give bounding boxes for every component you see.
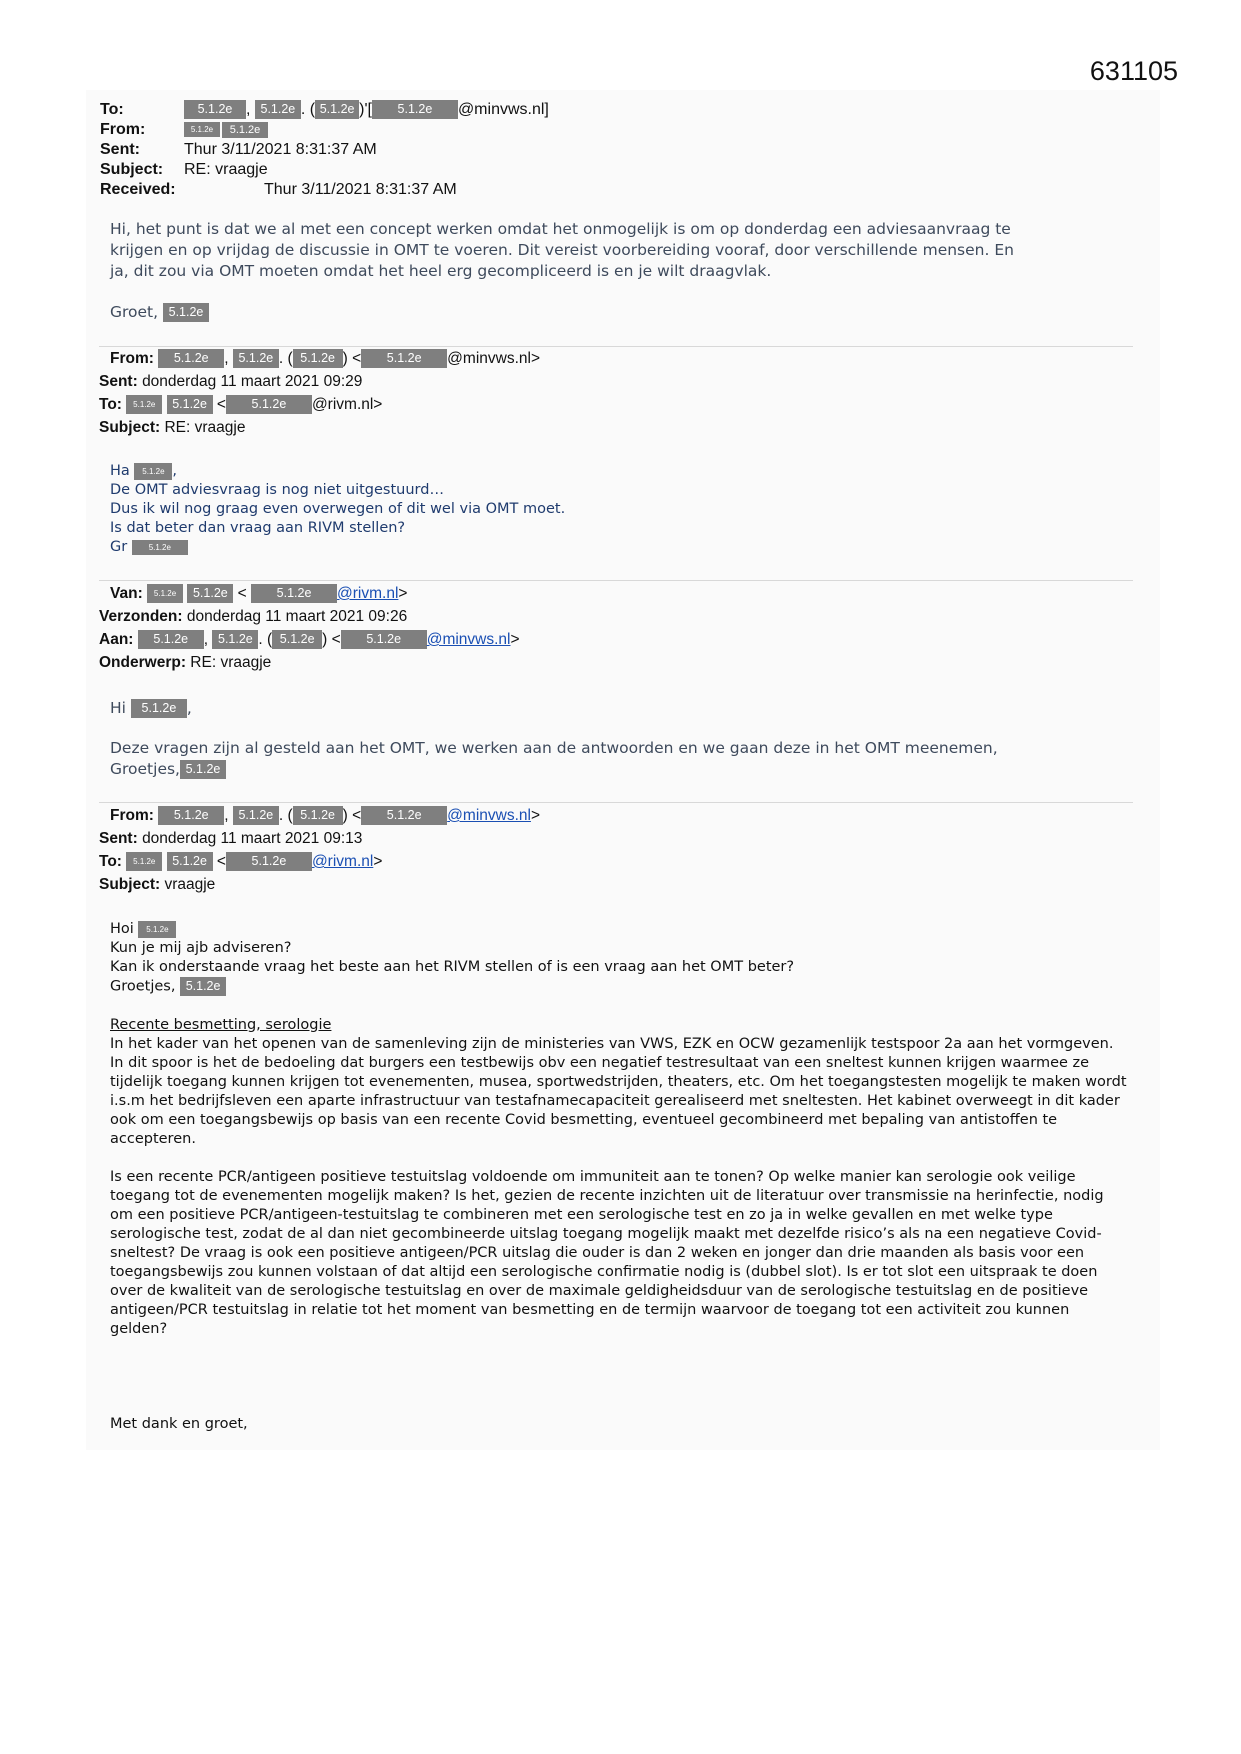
redaction: 5.1.2e — [134, 463, 172, 480]
msg3-signoff-row — [110, 759, 998, 780]
msg3-to-email-link[interactable]: @minvws.nl — [426, 631, 511, 648]
msg4-body — [110, 920, 1130, 1434]
msg2-sent-row — [99, 370, 540, 393]
redaction: 5.1.2e — [184, 122, 220, 137]
closing: Met dank en groet, — [110, 1415, 248, 1432]
redaction: 5.1.2e — [138, 921, 176, 938]
msg2-to-row: To: 5.1.2e 5.1.2e < 5.1.2e @rivm.nl> — [99, 396, 383, 413]
msg3-sent-label: Verzonden: — [99, 608, 183, 625]
msg3-greeting-row: Hi 5.1.2e , — [110, 699, 192, 717]
redaction: 5.1.2e — [167, 852, 213, 871]
redaction: 5.1.2e — [226, 395, 312, 414]
msg2-body — [110, 462, 565, 557]
received-label: Received: — [100, 181, 176, 198]
msg3-from-row: Van: 5.1.2e 5.1.2e < 5.1.2e @rivm.nl> — [110, 585, 408, 602]
msg4-to-email-link[interactable]: @rivm.nl — [311, 853, 374, 870]
msg2-header — [99, 347, 540, 439]
redaction: 5.1.2e — [233, 349, 279, 368]
msg1-body — [110, 219, 1014, 323]
to-label: To: — [100, 101, 124, 118]
msg2-from-label: From: — [110, 350, 154, 367]
msg4-signoff-row — [110, 977, 1130, 997]
received-row — [100, 180, 549, 200]
paragraph-2: Is een recente PCR/antigeen positieve testuitslag voldoende om immuniteit aan te tonen? Op welke manier kan serologie ook veilige toegang tot de evenementen mogelijk maken? Is het, gezien de recente inzichten uit de literatuur over transmissie na herinfectie, nodig om een positieve PCR/antigeen-testuitslag te combineren met een serologische test en zo ja in welke gevallen en met welke type serologische test, zodat de al dan niet gecombineerde uitslag toegang mogelijk maakt met dezelfde risico’s als na een negatieve Covid-sneltest? De vraag is ook een positieve antigeen/PCR uitslag die ouder is dan 2 weken en jonger dan drie maanden als basis voor een toegangsbewijs zou kunnen volstaan of dat altijd een serologische confirmatie nodig is (dubbel slot). Is er tot slot een uitspraak te doen over de kwaliteit van de serologische testuitslag en over de maximale geldigheidsduur van de serologische testuitslag en de positieve antigeen/PCR testuitslag in relatie tot het moment van besmetting en de termijn waarvoor de toegang tot een activiteit zou kunnen gelden? — [110, 1168, 1104, 1337]
msg3-to-label: Aan: — [99, 631, 134, 648]
redaction: 5.1.2e — [184, 100, 246, 119]
redaction: 5.1.2e — [158, 806, 224, 825]
to-domain: @minvws.nl] — [457, 101, 549, 118]
msg3-to-row: Aan: 5.1.2e , 5.1.2e . ( 5.1.2e ) < 5.1.2e @minvws.nl> — [99, 631, 520, 648]
redaction: 5.1.2e — [212, 630, 258, 649]
sent-label: Sent: — [100, 141, 140, 158]
msg4-subject-label: Subject: — [99, 876, 161, 893]
redaction: 5.1.2e — [361, 806, 447, 825]
msg1-greeting: Groet, — [110, 303, 159, 321]
separator — [99, 802, 1133, 803]
msg3-signoff: Groetjes, — [110, 760, 180, 778]
msg2-to-domain: @rivm.nl> — [311, 396, 383, 413]
msg4-greeting-row — [110, 920, 1130, 939]
msg4-sent-label: Sent: — [99, 830, 138, 847]
redaction: 5.1.2e — [233, 806, 279, 825]
msg3-body — [110, 698, 998, 780]
redaction: 5.1.2e — [138, 630, 204, 649]
msg4-header — [99, 804, 540, 896]
page-number: 631105 — [1089, 56, 1178, 86]
redaction: 5.1.2e — [341, 630, 427, 649]
msg1-line: krijgen en op vrijdag de discussie in OMT te voeren. Dit vereist voorbereiding vooraf, door verschillende mensen. En — [110, 241, 1014, 259]
msg1-greeting-row — [110, 302, 1014, 323]
msg4-from-label: From: — [110, 807, 154, 824]
section-title: Recente besmetting, serologie — [110, 1016, 332, 1033]
sent-value: Thur 3/11/2021 8:31:37 AM — [184, 141, 377, 158]
msg2-signoff: Gr — [110, 539, 128, 555]
msg2-sent-value: donderdag 11 maart 2021 09:29 — [142, 373, 363, 390]
redaction: 5.1.2e — [158, 349, 224, 368]
redaction: 5.1.2e — [126, 852, 162, 871]
msg3-subject-label: Onderwerp: — [99, 654, 186, 671]
redaction: 5.1.2e — [293, 349, 343, 368]
msg3-subject-row — [99, 651, 520, 674]
top-email-header — [100, 100, 549, 200]
redaction: 5.1.2e — [315, 100, 359, 119]
redaction: 5.1.2e — [372, 100, 458, 119]
redaction: 5.1.2e — [272, 630, 322, 649]
msg3-subject-value: RE: vraagje — [190, 654, 272, 671]
msg4-signoff: Groetjes, — [110, 978, 176, 995]
msg4-from-row: From: 5.1.2e , 5.1.2e . ( 5.1.2e ) < 5.1.2e @minvws.nl> — [110, 807, 541, 824]
msg3-from-email-link[interactable]: @rivm.nl — [337, 585, 399, 602]
msg4-greeting: Hoi — [110, 921, 134, 937]
msg2-from-row: From: 5.1.2e , 5.1.2e . ( 5.1.2e ) < 5.1.2e @minvws.nl> — [110, 350, 540, 367]
subject-value: RE: vraagje — [184, 161, 268, 178]
msg4-subject-value: vraagje — [164, 876, 216, 893]
msg2-signoff-row — [110, 538, 565, 557]
msg4-subject-row — [99, 873, 540, 896]
redaction: 5.1.2e — [187, 584, 233, 603]
received-value: Thur 3/11/2021 8:31:37 AM — [264, 181, 457, 198]
sent-row — [100, 140, 549, 160]
redaction: 5.1.2e — [226, 852, 312, 871]
subject-label: Subject: — [100, 161, 164, 178]
msg4-to-row: To: 5.1.2e 5.1.2e < 5.1.2e @rivm.nl> — [99, 853, 383, 870]
separator — [99, 580, 1133, 581]
redaction: 5.1.2e — [361, 349, 447, 368]
subject-row — [100, 160, 549, 180]
msg4-line: Kan ik onderstaande vraag het beste aan het RIVM stellen of is een vraag aan het OMT beter? — [110, 959, 795, 975]
from-label: From: — [100, 121, 146, 138]
redaction: 5.1.2e — [126, 395, 162, 414]
msg2-greeting: Ha — [110, 463, 130, 479]
to-row: To: 5.1.2e , 5.1.2e . ( 5.1.2e )'[ 5.1.2e @minvws.nl] — [100, 101, 549, 118]
msg1-line: ja, dit zou via OMT moeten omdat het heel erg gecompliceerd is en je wilt draagvlak. — [110, 262, 772, 280]
msg3-greeting: Hi — [110, 699, 126, 717]
msg4-sent-row — [99, 827, 540, 850]
msg2-sent-label: Sent: — [99, 373, 138, 390]
msg2-line: Dus ik wil nog graag even overwegen of dit wel via OMT moet. — [110, 501, 566, 517]
msg4-sent-value: donderdag 11 maart 2021 09:13 — [142, 830, 363, 847]
redaction: 5.1.2e — [222, 122, 268, 138]
msg4-to-label: To: — [99, 853, 122, 870]
msg1-line: Hi, het punt is dat we al met een concept werken omdat het onmogelijk is om op donderdag een adviesaanvraag te — [110, 220, 1011, 238]
msg2-from-domain: @minvws.nl> — [447, 350, 540, 367]
redaction: 5.1.2e — [163, 303, 209, 322]
redaction: 5.1.2e — [167, 395, 213, 414]
paragraph-1: In het kader van het openen van de samenleving zijn de ministeries van VWS, EZK en OCW gezamenlijk testspoor 2a aan het vormgeven. In dit spoor is het de bedoeling dat burgers een testbewijs obv een negatief testresultaat van een sneltest kunnen krijgen waarmee ze tijdelijk toegang kunnen krijgen tot evenementen, musea, sportwedstrijden, theaters, etc. Om het toegangstesten mogelijk te maken wordt i.s.m het bedrijfsleven een aparte infrastructuur van testafnamecapaciteit gerealiseerd met sneltesten. Het kabinet overweegt in dit kader ook om een toegangsbewijs op basis van een recente Covid besmetting, eventueel gecombineerd met bepaling van antistoffen te accepteren. — [110, 1035, 1127, 1147]
redaction: 5.1.2e — [180, 760, 226, 779]
msg3-header — [99, 582, 520, 674]
msg3-sent-row — [99, 605, 520, 628]
msg3-sent-value: donderdag 11 maart 2021 09:26 — [186, 608, 408, 625]
msg2-to-label: To: — [99, 396, 122, 413]
msg4-from-email-link[interactable]: @minvws.nl — [447, 807, 531, 824]
from-row — [100, 120, 549, 140]
redaction: 5.1.2e — [255, 100, 301, 119]
msg2-greeting-row: Ha 5.1.2e , — [110, 463, 178, 479]
redaction: 5.1.2e — [180, 977, 226, 996]
msg2-line: De OMT adviesvraag is nog niet uitgestuurd… — [110, 482, 444, 498]
redaction: 5.1.2e — [251, 584, 337, 603]
msg3-from-label: Van: — [110, 585, 143, 602]
redaction: 5.1.2e — [131, 699, 187, 718]
redaction: 5.1.2e — [147, 584, 183, 603]
redaction: 5.1.2e — [132, 540, 188, 555]
msg2-subject-value: RE: vraagje — [164, 419, 246, 436]
msg4-line: Kun je mij ajb adviseren? — [110, 940, 292, 956]
msg2-subject-label: Subject: — [99, 419, 161, 436]
msg2-subject-row — [99, 416, 540, 439]
msg3-line: Deze vragen zijn al gesteld aan het OMT, we werken aan de antwoorden en we gaan deze in het OMT meenemen, — [110, 739, 998, 757]
redaction: 5.1.2e — [293, 806, 343, 825]
msg2-line: Is dat beter dan vraag aan RIVM stellen? — [110, 520, 406, 536]
